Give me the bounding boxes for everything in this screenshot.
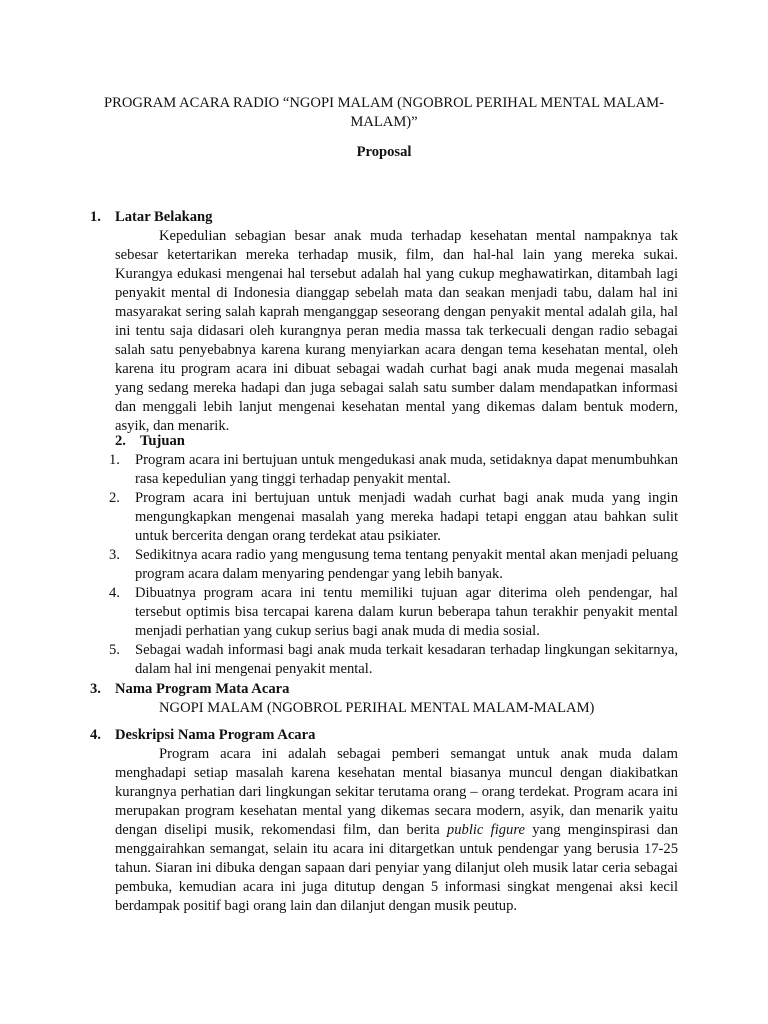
section-number: 3. bbox=[90, 681, 101, 697]
section-title: Deskripsi Nama Program Acara bbox=[115, 727, 316, 743]
section-body-deskripsi: Program acara ini adalah sebagai pemberi semangat untuk anak muda dalam menghadapi setiap masalah karena kesehatan mental biasanya muncul dengan diakibatkan kurangnya perhatian dari lingkungan sekitar terutama orang – orang terdekat. Program acara ini merupakan program kesehatan mental yang dikemas secara modern, asyik, dan menarik yaitu dengan diselipi musik, rekomendasi film, dan berita public figure yang menginspirasi dan menggairahkan semangat, selain itu acara ini ditargetkan untuk pendengar yang berusia 17-25 tahun. Siaran ini dibuka dengan sapaan dari penyiar yang dilanjut oleh musik latar ceria sebagai pembuka, kemudian acara ini juga ditutup dengan 5 informasi singkat mengenai aksi kecil berdampak positif bagi orang lain dan dilanjut dengan musik peutup. bbox=[115, 746, 678, 914]
section-heading-latar-belakang bbox=[90, 208, 212, 227]
document-title: PROGRAM ACARA RADIO “NGOPI MALAM (NGOBROL PERIHAL MENTAL MALAM-MALAM)” bbox=[104, 95, 664, 130]
section-number: 4. bbox=[90, 727, 101, 743]
tujuan-list bbox=[109, 451, 678, 679]
document-subtitle: Proposal bbox=[356, 144, 412, 160]
program-name: NGOPI MALAM (NGOBROL PERIHAL MENTAL MALAM-MALAM) bbox=[159, 700, 595, 716]
section-title: Tujuan bbox=[140, 433, 185, 449]
section-title: Nama Program Mata Acara bbox=[115, 681, 290, 697]
list-item: 4. Dibuatnya program acara ini tentu memiliki tujuan agar diterima oleh pendengar, hal tersebut optimis bisa tercapai karena dalam kurun beberapa tahun terakhir penyakit mental menjadi perhatian yang cukup serius bagi anak muda di media sosial. bbox=[109, 585, 678, 639]
section-heading-deskripsi bbox=[90, 726, 315, 745]
section-heading-tujuan bbox=[115, 432, 185, 451]
section-body-latar-belakang: Kepedulian sebagian besar anak muda terhadap kesehatan mental nampaknya tak sebesar ketertarikan mereka terhadap musik, film, dan hal-hal lain yang mereka sukai. Kurangya edukasi mengenai hal tersebut adalah hal yang cukup meghawatirkan, ditambah lagi penyakit mental di Indonesia dianggap sebelah mata dan seakan menjadi tabu, dalam hal ini masyarakat sering salah kaprah menganggap seseorang dengan penyakit mental adalah gila, hal ini tentu saja didasari oleh kurangnya peran media massa tak terkecuali dengan radio sebagai salah satu penyebabnya karena kurang menyiarkan acara dengan tema kesehatan mental, oleh karena itu program acara ini dibuat sebagai wadah curhat bagi anak muda megenai masalah yang sedang mereka hadapi dan juga sebagai salah satu sumber dalam mendapatkan informasi dan menggali lebih lanjut mengenai kesehatan mental yang dikemas dalam bentuk modern, asyik, dan menarik. bbox=[115, 228, 678, 434]
section-heading-nama-program bbox=[90, 680, 289, 699]
section-number: 2. bbox=[115, 433, 126, 449]
list-item: 1. Program acara ini bertujuan untuk mengedukasi anak muda, setidaknya dapat menumbuhkan rasa kepedulian yang tinggi terhadap penyakit mental. bbox=[109, 452, 678, 487]
section-title: Latar Belakang bbox=[115, 209, 213, 225]
section-number: 1. bbox=[90, 209, 101, 225]
list-item: 3. Sedikitnya acara radio yang mengusung tema tentang penyakit mental akan menjadi peluang program acara dalam menyaring pendengar yang lebih banyak. bbox=[109, 547, 678, 582]
list-item: 2. Program acara ini bertujuan untuk menjadi wadah curhat bagi anak muda yang ingin mengungkapkan mengenai masalah yang mereka hadapi tetapi enggan atau bahkan sulit untuk bercerita dengan orang terdekat atau psikiater. bbox=[109, 490, 678, 544]
italic-term: public figure bbox=[446, 822, 525, 838]
list-item: 5. Sebagai wadah informasi bagi anak muda terkait kesadaran terhadap lingkungan sekitarnya, dalam hal ini mengenai penyakit mental. bbox=[109, 642, 678, 677]
